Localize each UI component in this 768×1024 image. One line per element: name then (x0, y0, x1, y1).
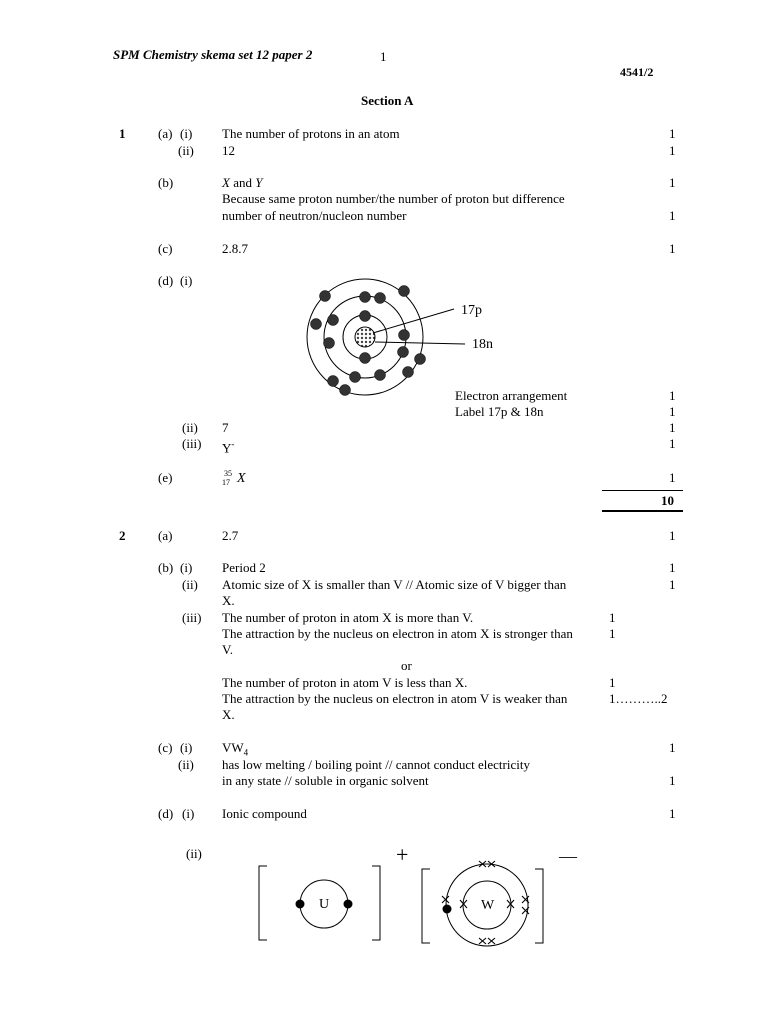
symbol-x: X (222, 175, 230, 190)
q2-c-ii-mark: 1 (669, 773, 676, 788)
q2-b-i-mark: 1 (669, 560, 676, 575)
q2-b-iii-or: or (401, 658, 412, 673)
bracket-right (535, 869, 543, 943)
q2-b-iii-line1: The number of proton in atom X is more than V. (222, 610, 474, 625)
protons-label: 17p (461, 303, 482, 318)
q1-a-i-label: (i) (180, 126, 193, 141)
q2-b-label: (b) (158, 560, 174, 575)
q2-d-i-mark: 1 (669, 806, 676, 821)
q1-d-iii-mark: 1 (669, 436, 676, 451)
bracket-right (372, 866, 380, 940)
q2-d-ii-label: (ii) (186, 846, 202, 861)
q2-c-i-mark: 1 (669, 740, 676, 755)
element-symbol: X (237, 471, 246, 486)
q2-a-mark: 1 (669, 528, 676, 543)
q1-b-answer-line3: number of neutron/nucleon number (222, 208, 407, 223)
page-number: 1 (380, 49, 387, 64)
q2-b-iii-label: (iii) (182, 610, 202, 625)
q1-c-answer: 2.8.7 (222, 241, 248, 256)
ion-charge: - (231, 439, 235, 449)
and-word: and (233, 175, 252, 190)
q1-c-mark: 1 (669, 241, 676, 256)
q1-c-label: (c) (158, 241, 173, 256)
q1-a-ii-label: (ii) (178, 143, 194, 158)
q2-d-i-label: (i) (182, 806, 195, 821)
q1-a-label: (a) (158, 126, 173, 141)
q1-d-i-mark2: 1 (669, 404, 676, 419)
q1-d-ii-answer: 7 (222, 420, 229, 435)
q1-e-mark: 1 (669, 470, 676, 485)
q2-b-iii-line5: The attraction by the nucleus on electron in atom V is weaker than (222, 691, 568, 706)
q1-e-label: (e) (158, 470, 173, 485)
cross (488, 938, 495, 944)
cross (442, 896, 449, 903)
q2-number: 2 (119, 528, 126, 543)
ion-symbol: Y (222, 440, 232, 456)
mass-number: 35 (224, 469, 232, 478)
q1-d-i-mark1: 1 (669, 388, 676, 403)
q1-a-i-mark: 1 (669, 126, 676, 141)
bracket-left (259, 866, 267, 940)
q2-c-ii-label: (ii) (178, 757, 194, 772)
q2-c-ii-line2: in any state // soluble in organic solvent (222, 773, 429, 788)
q2-b-i-answer: Period 2 (222, 560, 266, 575)
q2-a-answer: 2.7 (222, 528, 239, 543)
q2-b-iii-mark3: 1 (609, 675, 616, 690)
section-heading: Section A (361, 93, 414, 108)
q1-a-ii-answer: 12 (222, 143, 235, 158)
q2-b-i-label: (i) (180, 560, 193, 575)
q1-d-ii-mark: 1 (669, 420, 676, 435)
electron (296, 900, 305, 909)
cross (479, 938, 486, 944)
q1-d-ii-label: (ii) (182, 420, 198, 435)
q1-b-label: (b) (158, 175, 174, 190)
q1-d-label: (d) (158, 273, 174, 288)
q2-c-ii-line1: has low melting / boiling point // cannot conduct electricity (222, 757, 530, 772)
q1-number: 1 (119, 126, 126, 141)
atomic-number: 17 (222, 478, 230, 487)
q1-d-i-criteria2: Label 17p & 18n (455, 404, 544, 419)
q1-d-i-label: (i) (180, 273, 193, 288)
q2-b-ii-mark: 1 (669, 577, 676, 592)
q1-b-mark1: 1 (669, 175, 676, 190)
symbol-y: Y (255, 175, 263, 190)
w-symbol: W (481, 898, 495, 913)
q2-b-iii-mark1: 1 (609, 610, 616, 625)
q2-b-iii-mark4: 1………..2 (609, 691, 668, 706)
u-charge: + (396, 842, 409, 867)
q2-b-ii-line1: Atomic size of X is smaller than V // Atomic size of V bigger than (222, 577, 567, 592)
q2-a-label: (a) (158, 528, 173, 543)
q1-total: 10 (661, 493, 674, 508)
q2-b-ii-label: (ii) (182, 577, 198, 592)
electron (344, 900, 353, 909)
q1-a-i-answer: The number of protons in an atom (222, 126, 400, 141)
q2-d-label: (d) (158, 806, 174, 821)
q1-d-i-criteria1: Electron arrangement (455, 388, 568, 403)
q1-a-ii-mark: 1 (669, 143, 676, 158)
electron (443, 905, 452, 914)
formula-subscript: 4 (243, 747, 249, 758)
q2-b-iii-mark2: 1 (609, 626, 616, 641)
bracket-left (422, 869, 430, 943)
q2-b-iii-line4: The number of proton in atom V is less than X. (222, 675, 468, 690)
document-title: SPM Chemistry skema set 12 paper 2 (113, 47, 313, 62)
neutrons-label: 18n (472, 337, 493, 352)
paper-code: 4541/2 (620, 65, 654, 79)
q2-c-i-label: (i) (180, 740, 193, 755)
q1-b-mark2: 1 (669, 208, 676, 223)
q2-b-iii-line3: V. (222, 642, 233, 657)
q2-d-i-answer: Ionic compound (222, 806, 307, 821)
q2-b-ii-line2: X. (222, 593, 235, 608)
formula: VW (222, 740, 244, 755)
q2-c-label: (c) (158, 740, 173, 755)
q1-b-answer-line2: Because same proton number/the number of proton but difference (222, 191, 565, 206)
q2-b-iii-line2: The attraction by the nucleus on electron in atom X is stronger than (222, 626, 573, 641)
q1-d-iii-label: (iii) (182, 436, 202, 451)
w-charge: — (559, 846, 577, 866)
u-symbol: U (319, 897, 330, 912)
q2-b-iii-line6: X. (222, 707, 235, 722)
